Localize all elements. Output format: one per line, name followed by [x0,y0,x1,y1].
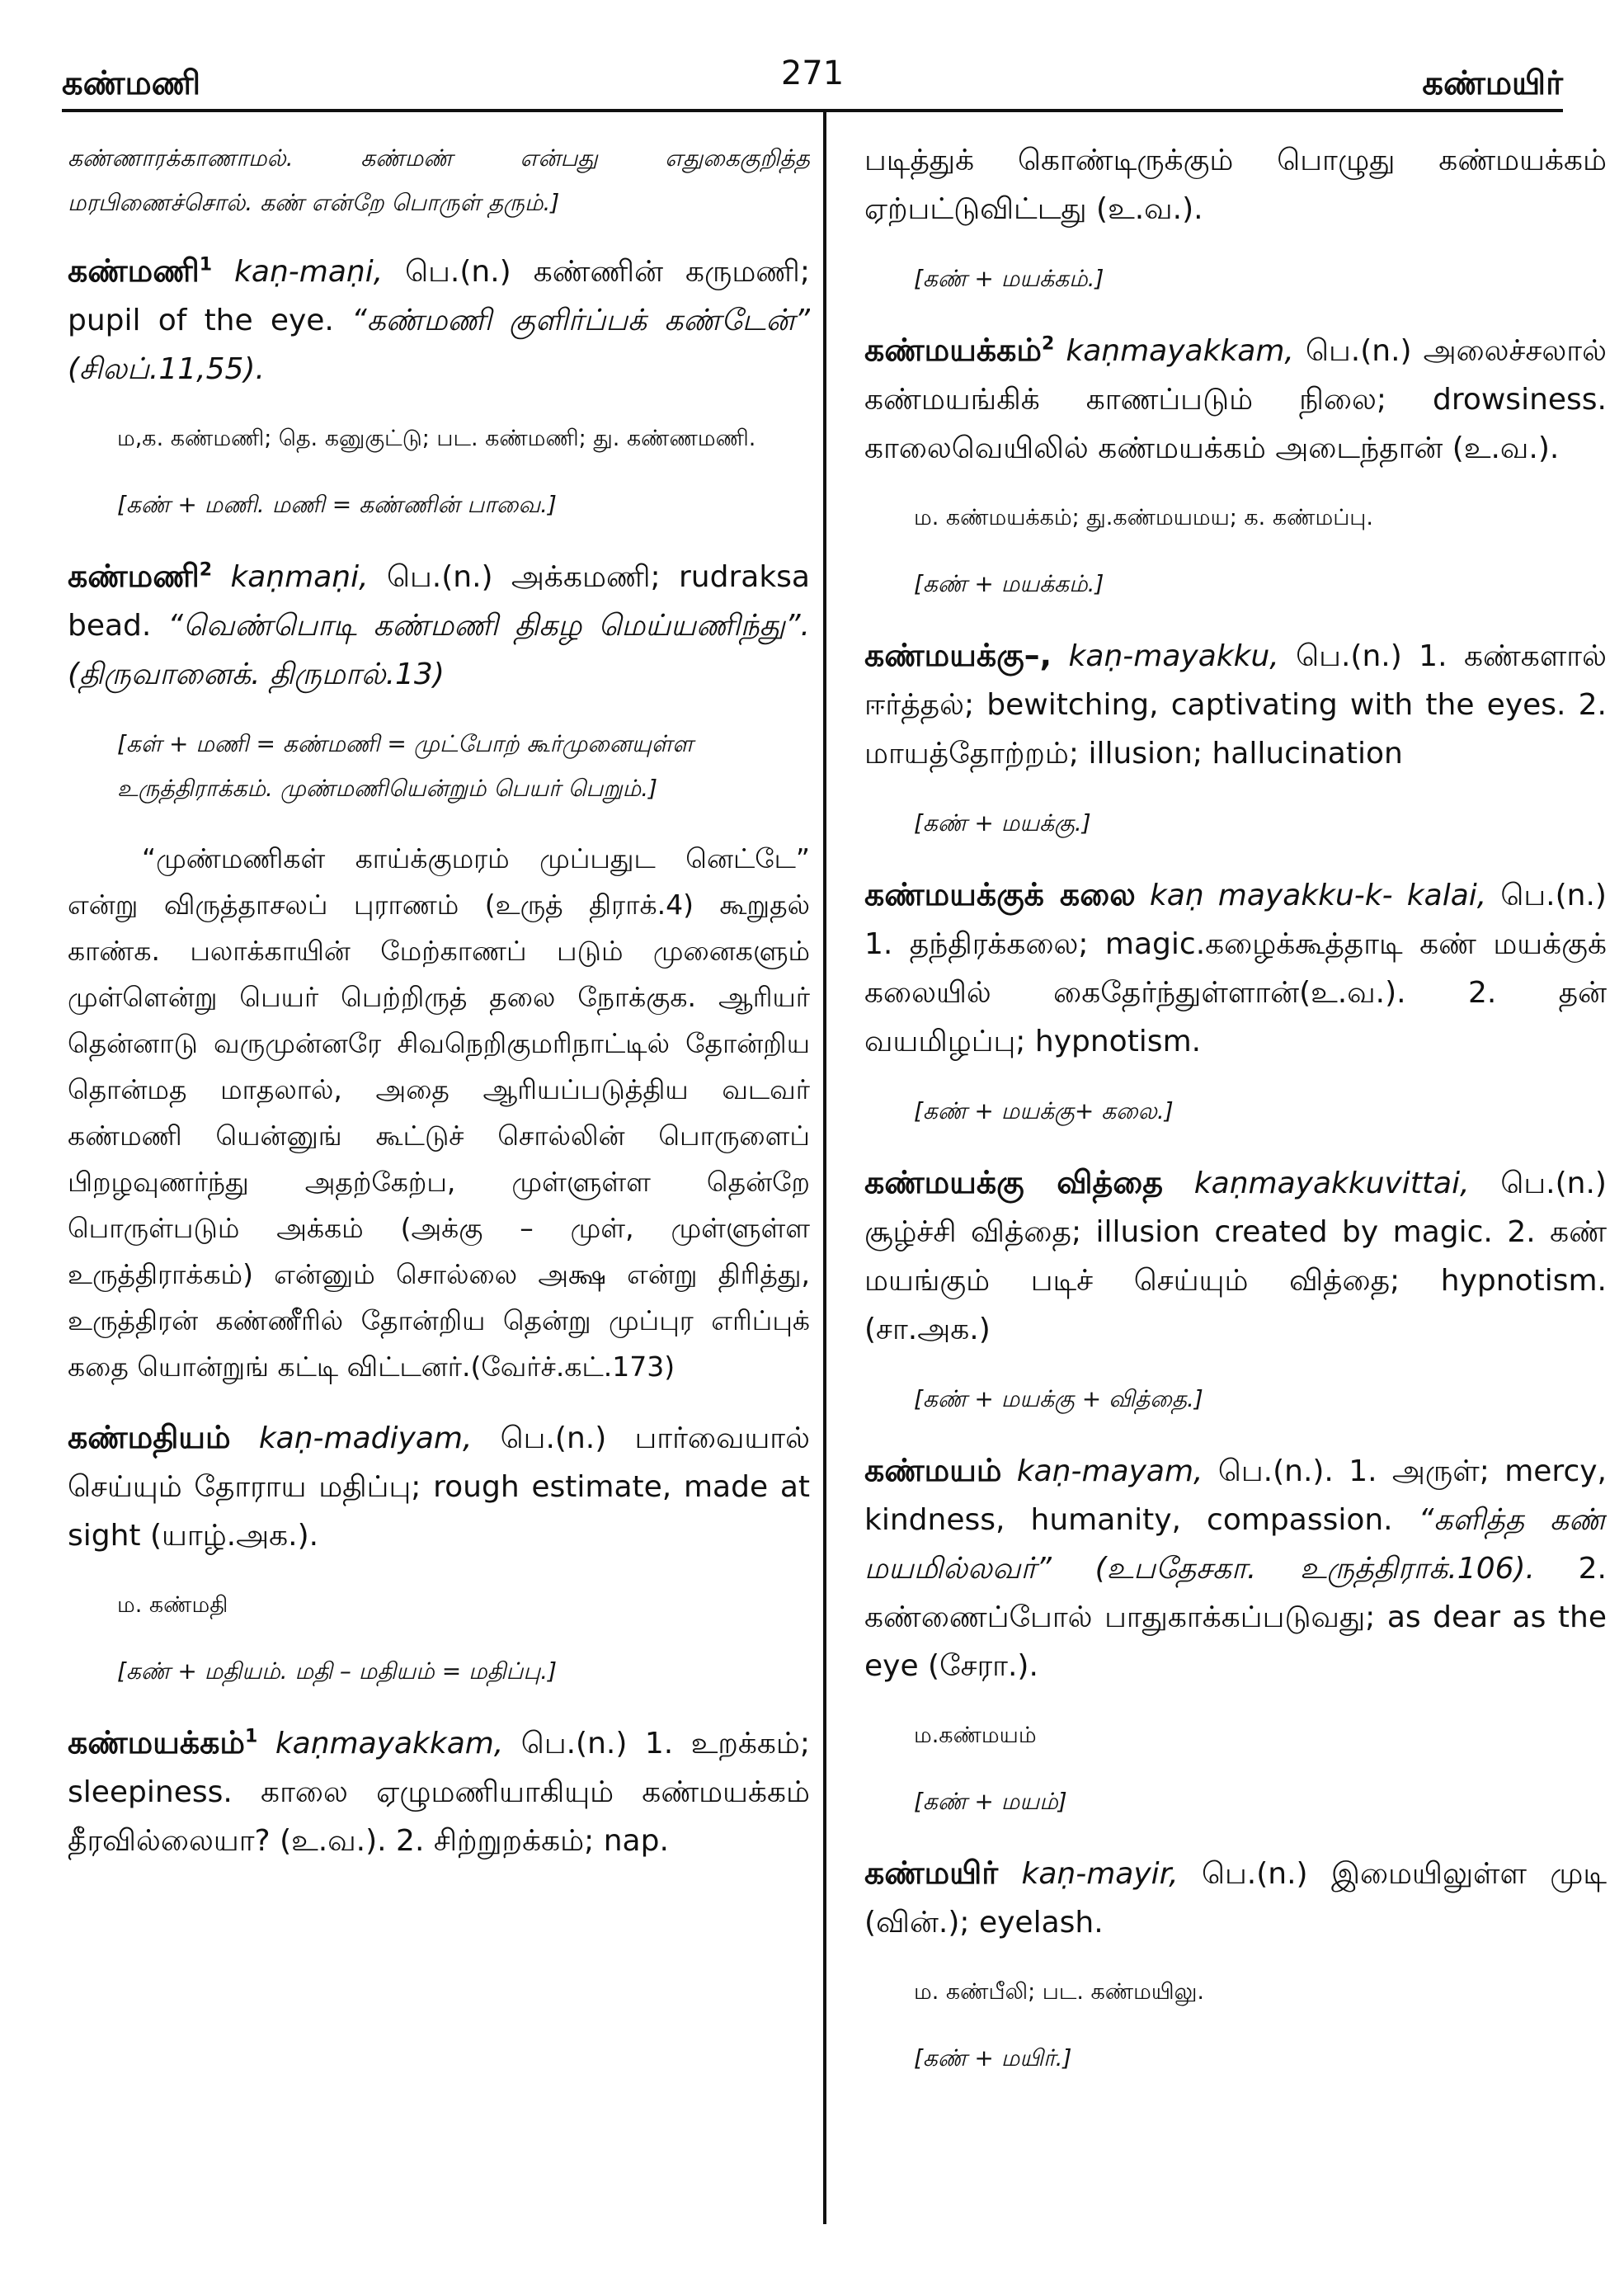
entry [864,870,1607,1066]
cognates: ம. கண்மதி [117,1592,228,1618]
right-column [864,136,1607,2248]
definition: பெ.(n.) 1. கண்களால் ஈர்த்தல்; bewitching, captivating with the eyes. 2. மாயத்தோற்றம்; illusion; hallucination [864,639,1607,771]
page-number: 271 [780,54,845,92]
citation: “கண்மணி குளிர்ப்பக் கண்டேன்” (சிலப்.11,55). [68,304,810,386]
definition: பெ.(n.) 1. உறக்கம்; sleepiness. காலை ஏழுமணியாகியும் கண்மயக்கம் தீரவில்லையா? (உ.வ.). 2. சிற்றுறக்கம்; nap. [68,1727,810,1858]
header-rule [62,109,1563,112]
etymology: [கண் + மயக்கு+ கலை.] [914,1097,1174,1124]
headword: கண்மணி$^2$ [68,558,213,594]
etymology: [கண் + மயம்] [914,1788,1067,1815]
transliteration: kaṇmayakkam, [275,1727,504,1761]
entry [864,631,1607,778]
entry [68,1413,810,1560]
headword: கண்மயிர் [864,1855,999,1891]
right-running-head: கண்மயிர் [1422,64,1563,102]
cognates: ம. கண்மயக்கம்; து.கண்மயமய; க. கண்மப்பு. [914,505,1373,530]
definition: பெ.(n.) இமையிலுள்ள முடி (வின்.); eyelash. [864,1857,1607,1940]
column-divider [823,112,826,2224]
headword: கண்மயக்கு வித்தை [864,1164,1163,1200]
transliteration: kaṇ-madiyam, [258,1421,473,1455]
citation: “வெண்பொடி கண்மணி திகழ மெய்யணிந்து”. (திருவானைக். திருமால்.13) [68,609,810,691]
entry [68,1718,810,1865]
definition: பெ.(n.) கண்ணின் கருமணி; pupil of the eye. [68,255,810,337]
page-header [62,49,1563,107]
etymology: [கண் + மயக்கம்.] [914,570,1104,597]
entry [68,247,810,394]
headword: கண்மணி$^1$ [68,252,213,289]
etymology: [கண் + மயக்கு + வித்தை.] [914,1385,1203,1412]
etymology: [கண் + மயக்கம்.] [914,265,1104,292]
etymology: [கண் + மதியம். மதி – மதியம் = மதிப்பு.] [117,1657,558,1685]
continuation-text: படித்துக் கொண்டிருக்கும் பொழுது கண்மயக்கம் ஏற்பட்டுவிட்டது (உ.வ.). [864,144,1607,226]
entry [864,1849,1607,1947]
definition: பெ.(n.) 1. தந்திரக்கலை; magic.கழைக்கூத்தாடி கண் மயக்குக் கலையில் கைதேர்ந்துள்ளான்(உ.வ.). 2. தன் வயமிழப்பு; hypnotism. [864,879,1607,1058]
definition-2: 2. கண்ணைப்போல் பாதுகாக்கப்படுவது; as dear as the eye (சேரா.). [864,1552,1607,1683]
cognates: ம.கண்மயம் [914,1723,1037,1748]
commentary-paragraph: “முண்மணிகள் காய்க்குமரம் முப்பதுட னெட்டே” என்று விருத்தாசலப் புராணம் (உருத் திராக்.4) கூறுதல் காண்க. பலாக்காயின் மேற்காணப் படும் முனைகளும் முள்ளென்று பெயர் பெற்றிருத் தலை நோக்குக. ஆரியர் தென்னாடு வருமுன்னரே சிவநெறிகுமரிநாட்டில் தோன்றிய தொன்மத மாதலால், அதை ஆரியப்படுத்திய வடவர் கண்மணி யென்னுங் கூட்டுச் சொல்லின் பொருளைப் பிறழவுணர்ந்து அதற்கேற்ப, முள்ளுள்ள தென்றே பொருள்படும் அக்கம் (அக்கு – முள், முள்ளுள்ள உருத்திராக்கம்) என்னும் சொல்லை அக்ஷ என்று திரித்து, உருத்திரன் கண்ணீரில் தோன்றிய தென்று முப்புர எரிப்புக் கதை யொன்றுங் கட்டி விட்டனர்.(வேர்ச்.கட்.173) [68,842,810,1383]
left-column [68,136,810,2248]
transliteration: kaṇmayakkuvittai, [1193,1167,1470,1200]
transliteration: kaṇmayakkam, [1066,334,1294,368]
definition: பெ.(n.) பார்வையால் செய்யும் தோராய மதிப்பு; rough estimate, made at sight (யாழ்.அக.). [68,1421,810,1553]
transliteration: kaṇmaṇi, [230,560,369,594]
transliteration: kaṇ-mayakku, [1068,639,1279,673]
cognates: ம. கண்பீலி; பட. கண்மயிலு. [914,1979,1205,2005]
headword: கண்மயக்கம்$^2$ [864,332,1055,368]
headword: கண்மயக்கம்$^1$ [68,1724,258,1761]
citation: “களித்த கண் மயமில்லவர்” (உபதேசகா. உருத்திராக்.106). [864,1503,1607,1586]
cognates: ம,க. கண்மணி; தெ. கனுகுட்டு; பட. கண்மணி; து. கண்ணமணி. [117,426,756,451]
definition: பெ.(n.) சூழ்ச்சி வித்தை; illusion created by magic. 2. கண் மயங்கும் படிச் செய்யும் வித்தை; hypnotism. (சா.அக.) [864,1167,1607,1346]
entry [864,1158,1607,1354]
transliteration: kaṇ-mayir, [1021,1857,1179,1891]
transliteration: kaṇ-mayam, [1016,1454,1203,1488]
etymology: [கள் + மணி = கண்மணி = முட்போற் கூர்முனையுள்ள உருத்திராக்கம். முண்மணியென்றும் பெயர் பெறும்.] [117,730,694,802]
entry [864,326,1607,473]
etymology: [கண் + மயிர்.] [914,2044,1072,2072]
definition: பெ.(n.). 1. அருள்; mercy, kindness, humanity, compassion. [864,1454,1607,1537]
etymology: [கண் + மயக்கு.] [914,809,1091,837]
headword: கண்மயக்கு–, [864,637,1052,673]
headword: கண்மயக்குக் கலை [864,876,1136,912]
definition: பெ.(n.) அலைச்சலால் கண்மயங்கிக் காணப்படும் நிலை; drowsiness. காலைவெயிலில் கண்மயக்கம் அடைந்தான் (உ.வ.). [864,334,1607,465]
continuation-text: கண்ணாரக்காணாமல். கண்மண் என்பது எதுகைகுறித்த மரபிணைச்சொல். கண் என்றே பொருள் தரும்.] [68,144,810,216]
transliteration: kaṇ mayakku-k- kalai, [1149,879,1487,912]
entry [864,1446,1607,1690]
headword: கண்மதியம் [68,1419,231,1455]
transliteration: kaṇ-maṇi, [234,255,384,289]
headword: கண்மயம் [864,1452,1002,1488]
etymology: [கண் + மணி. மணி = கண்ணின் பாவை.] [117,491,557,518]
definition: பெ.(n.) அக்கமணி; rudraksa bead. [68,560,810,643]
entry [68,552,810,699]
left-running-head: கண்மணி [62,64,201,102]
